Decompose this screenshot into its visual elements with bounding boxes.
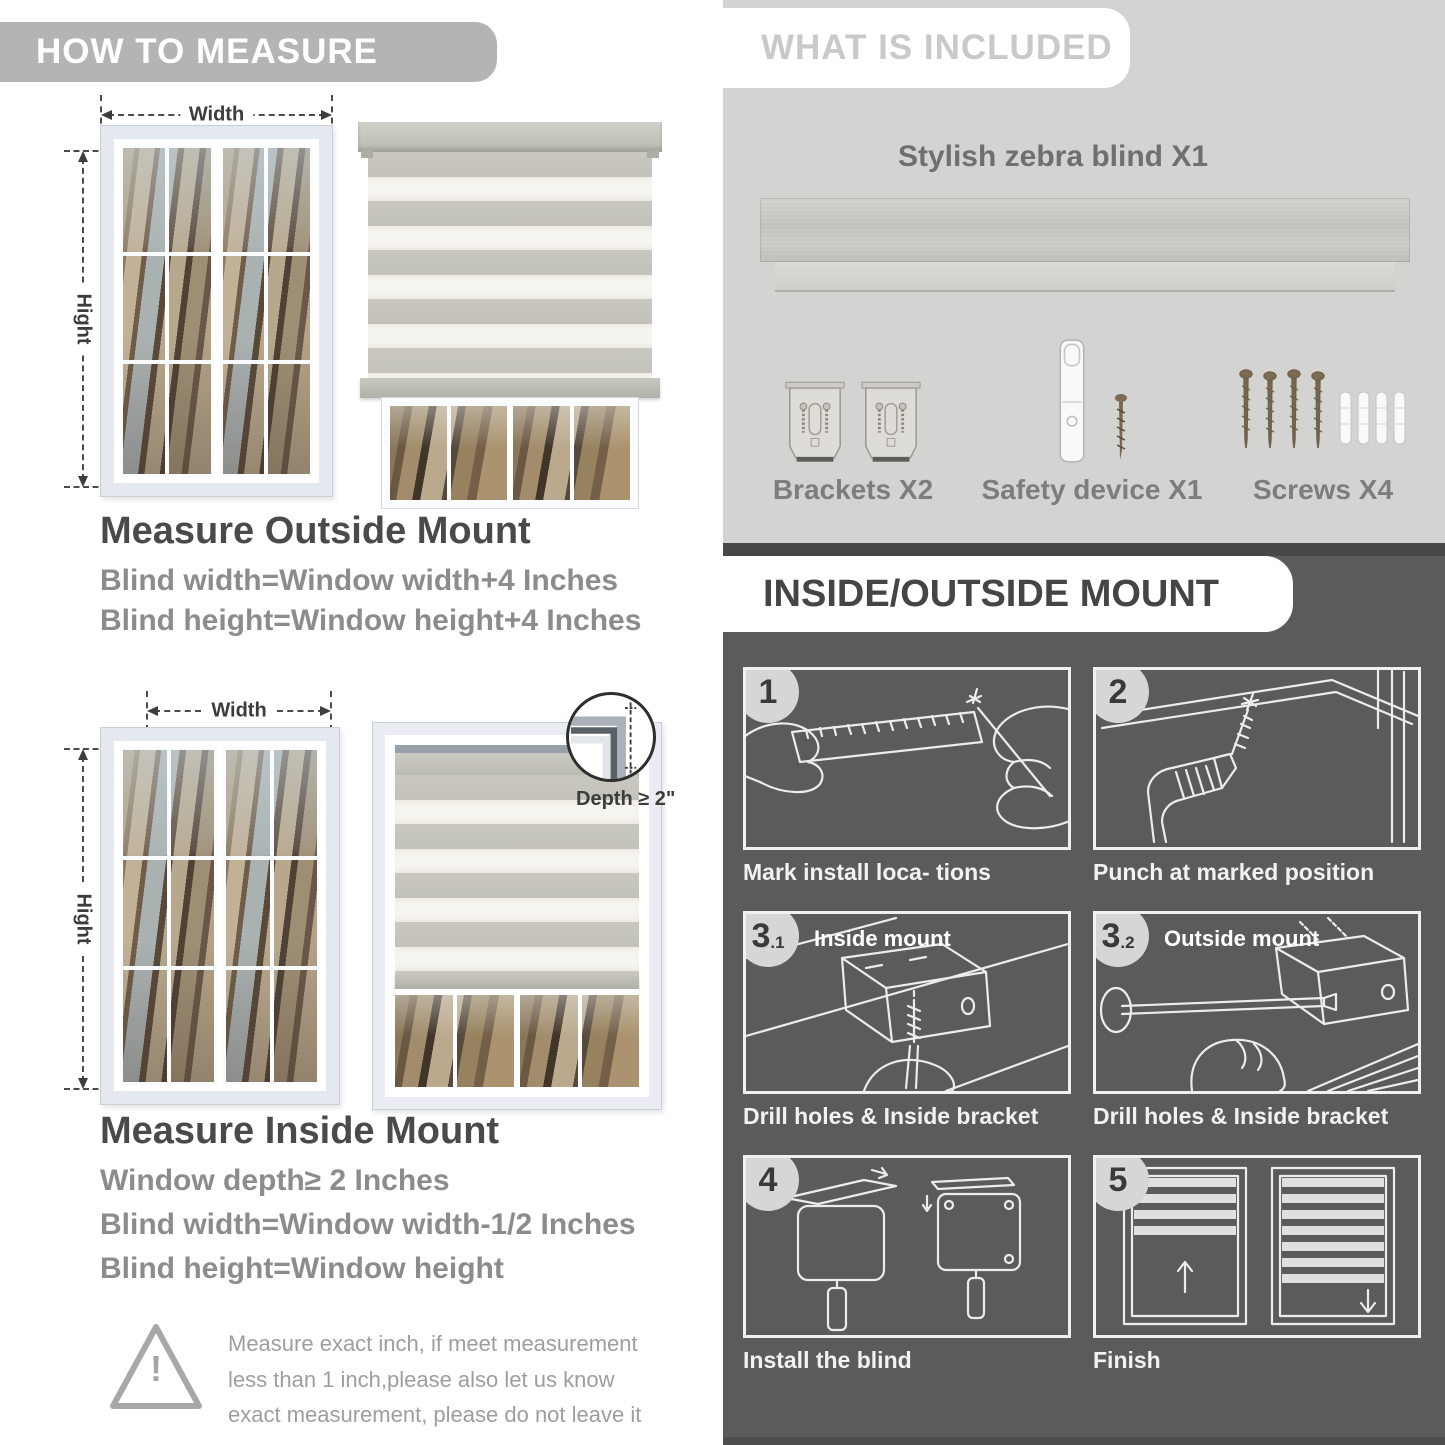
inside-mount-depth-rule: Window depth≥ 2 Inches (100, 1164, 450, 1197)
mullion (123, 966, 214, 970)
badge-number: 1 (758, 672, 778, 711)
arrowhead-up-icon (78, 151, 88, 162)
step-3-2-label: Outside mount (1164, 926, 1320, 951)
safety-device-icon (1056, 330, 1128, 464)
screw-icon (1114, 392, 1128, 464)
badge-number: 3 (1101, 916, 1121, 955)
mullion (165, 148, 169, 474)
step-3-1-label: Inside mount (814, 926, 951, 951)
window-glass (513, 406, 630, 500)
step-3-1-cell (743, 911, 1071, 1130)
window-sash (223, 747, 320, 1085)
window-sash (220, 145, 314, 477)
step-4-caption: Install the blind (743, 1347, 912, 1373)
step-1-cell (743, 667, 1071, 886)
frame-corner-detail (569, 695, 653, 779)
height-dimension-arrow (66, 150, 100, 488)
window-photo-outside-mount (100, 125, 333, 497)
mullion (167, 750, 171, 1082)
cord-safety-device-icon (1056, 338, 1088, 464)
window-sash (120, 145, 214, 477)
width-dimension-arrow-inside (146, 699, 332, 723)
mullion (223, 360, 311, 364)
step-1-panel (743, 667, 1071, 850)
screws-icon (1234, 364, 1412, 464)
window-frame (114, 741, 326, 1091)
mullion (123, 360, 211, 364)
step-5-panel (1093, 1155, 1421, 1338)
inside-mount-formula-height: Blind height=Window height (100, 1252, 504, 1285)
mullion (453, 995, 457, 1087)
bracket-icon (860, 378, 922, 464)
mullion (570, 406, 574, 500)
window-lower-panes (395, 989, 639, 1087)
mullion (264, 148, 268, 474)
mullion (270, 750, 274, 1082)
mullion (578, 995, 582, 1087)
inside-mount-heading: Measure Inside Mount (100, 1110, 500, 1152)
step-5-caption: Finish (1093, 1347, 1161, 1373)
screws-label: Screws X4 (1252, 474, 1394, 505)
height-label: Hight (70, 885, 97, 952)
height-dimension-arrow-inside (66, 748, 100, 1090)
installation-steps-grid (743, 667, 1423, 1399)
outside-mount-formula-height: Blind height=Window height+4 Inches (100, 604, 642, 637)
badge-number: 4 (758, 1160, 778, 1199)
zebra-blind-headrail-graphic (760, 198, 1410, 262)
badge-number: 5 (1108, 1160, 1128, 1199)
window-glass (390, 406, 507, 500)
width-label: Width (180, 104, 253, 127)
zebra-blind-outside-mount (358, 122, 662, 508)
arrowhead-down-icon (78, 1078, 88, 1089)
measurement-warning-text: Measure exact inch, if meet measurement less than 1 inch,please also let us know exact measurement, please do not leave it (228, 1331, 642, 1428)
screws-item (1219, 330, 1427, 506)
zebra-fabric-stripes (368, 152, 652, 378)
depth-detail-magnifier-icon (566, 692, 656, 782)
badge-subnumber: .2 (1120, 933, 1135, 952)
section-bottom-strip (723, 1437, 1445, 1445)
mullion (123, 856, 214, 860)
arrowhead-down-icon (78, 476, 88, 487)
inside-outside-mount-banner: INSIDE/OUTSIDE MOUNT (723, 556, 1293, 632)
arrowhead-right-icon (320, 706, 331, 716)
warning-triangle-icon (106, 1318, 206, 1416)
cassette-end-cap (647, 150, 659, 158)
step-3-1-panel (743, 911, 1071, 1094)
window-photo-inside-mount (100, 727, 340, 1105)
inside-mount-formula-width: Blind width=Window width-1/2 Inches (100, 1208, 636, 1241)
brackets-icon (784, 330, 922, 464)
height-label: Hight (70, 285, 97, 352)
brackets-item (741, 330, 965, 506)
step-4-panel (743, 1155, 1071, 1338)
arrowhead-left-icon (147, 706, 158, 716)
step-2-caption: Punch at marked position (1093, 859, 1375, 885)
arrowhead-up-icon (78, 749, 88, 760)
window-sash (120, 747, 217, 1085)
outside-mount-formula-width: Blind width=Window width+4 Inches (100, 564, 619, 597)
step-2-panel (1093, 667, 1421, 850)
step-3-2-cell (1093, 911, 1421, 1130)
mullion (123, 252, 211, 256)
window-glass (395, 995, 514, 1087)
safety-device-label: Safety device X1 (981, 474, 1203, 505)
how-to-measure-banner: HOW TO MEASURE (0, 22, 497, 82)
width-dimension-arrow (100, 103, 333, 127)
step-1-caption: Mark install loca- tions (743, 859, 991, 885)
badge-subnumber: .1 (770, 933, 785, 952)
mullion (226, 856, 317, 860)
product-title: Stylish zebra blind X1 (897, 140, 1209, 173)
mullion (447, 406, 451, 500)
section-top-strip (723, 543, 1445, 556)
badge-number: 3 (751, 916, 771, 955)
screws-and-anchors-icon (1234, 330, 1412, 464)
step-2-cell (1093, 667, 1421, 886)
bracket-icon (784, 378, 846, 464)
brackets-label: Brackets X2 (772, 474, 934, 505)
what-is-included-banner: WHAT IS INCLUDED (723, 8, 1130, 88)
blind-bottom-rail (395, 973, 639, 989)
step-4-cell (743, 1155, 1071, 1374)
width-label: Width (202, 700, 275, 723)
step-5-cell (1093, 1155, 1421, 1374)
cassette-end-cap (361, 150, 373, 158)
included-items-row (741, 330, 1427, 506)
window-lower-panes (382, 398, 638, 508)
inside-outside-mount-section (723, 543, 1445, 1445)
headrail-lower-lip (775, 262, 1395, 292)
arrowhead-left-icon (101, 110, 112, 120)
blind-cassette (358, 122, 662, 152)
blind-bottom-rail (360, 378, 660, 398)
depth-label: Depth ≥ 2" (576, 788, 676, 810)
step-3-2-panel (1093, 911, 1421, 1094)
exclamation-mark: ! (150, 1348, 162, 1389)
mullion (223, 252, 311, 256)
mullion (226, 966, 317, 970)
arrowhead-right-icon (321, 110, 332, 120)
step-3-2-caption: Drill holes & Inside bracket (1093, 1103, 1389, 1129)
window-frame (114, 139, 319, 483)
safety-device-item (965, 330, 1219, 506)
badge-number: 2 (1108, 672, 1128, 711)
what-is-included-section (723, 0, 1445, 543)
outside-mount-heading: Measure Outside Mount (100, 510, 531, 552)
window-glass (520, 995, 639, 1087)
step-3-1-caption: Drill holes & Inside bracket (743, 1103, 1039, 1129)
